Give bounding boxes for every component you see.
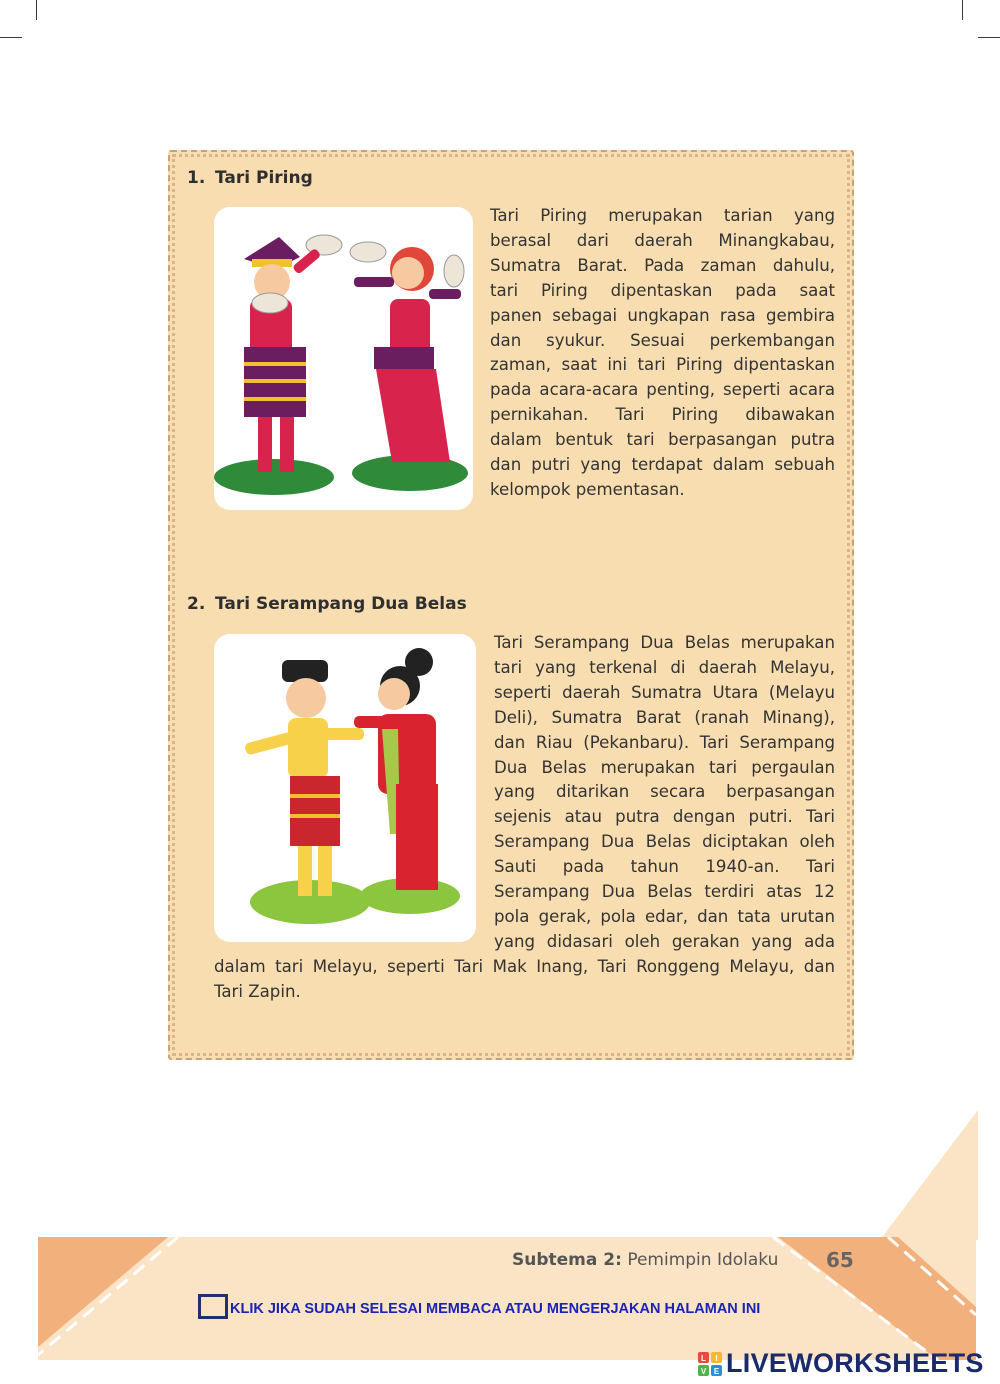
paragraph-line: Tari Zapin.: [214, 981, 301, 1001]
badge-letter: E: [713, 1367, 720, 1376]
paragraph-line: kelompok pementasan.: [490, 479, 685, 499]
paragraph-line: zaman, saat ini tari Piring dipentaskan: [490, 355, 835, 375]
paragraph-line: dalam bentuk tari berpasangan putra: [490, 430, 835, 450]
badge-letter: I: [715, 1354, 718, 1363]
paragraph-line: Tari Serampang Dua Belas merupakan: [494, 633, 835, 652]
liveworksheets-wordmark: LIVEWORKSHEETS: [726, 1348, 984, 1378]
paragraph-line: pernikahan. Tari Piring dibawakan: [490, 405, 835, 425]
paragraph-line: pola gerak, pola edar, dan tata urutan: [494, 906, 835, 926]
crop-mark: [36, 0, 37, 20]
paragraph-line: seperti daerah Sumatra Utara (Melayu: [494, 682, 835, 702]
tari-piring-dancers-image: [214, 207, 473, 510]
section-2-paragraph: [494, 631, 835, 955]
paragraph-line: Serampang Dua Belas terdiri atas 12: [494, 882, 835, 902]
paragraph-line: Sumatra Barat. Pada zaman dahulu,: [490, 255, 835, 275]
paragraph-line: dan Riau (Pekanbaru). Tari Serampang: [494, 732, 835, 752]
paragraph-line: dan syukur. Sesuai perkembangan: [490, 330, 835, 350]
section-1-paragraph: [490, 204, 835, 503]
paragraph-line: dalam tari Melayu, seperti Tari Mak Inang, Tari Ronggeng Melayu, dan: [214, 957, 835, 976]
badge-letter: L: [701, 1354, 706, 1363]
paragraph-line: berasal dari daerah Minangkabau,: [490, 230, 835, 250]
crop-mark: [962, 0, 963, 20]
completion-checkbox[interactable]: [198, 1294, 228, 1319]
paragraph-line: Serampang Dua Belas diciptakan oleh: [494, 832, 835, 852]
paragraph-line: Dua Belas merupakan tari pergaulan: [494, 757, 835, 777]
section-2-heading: [187, 594, 467, 614]
tari-piring-illustration: [214, 207, 473, 510]
section-1-heading: [187, 168, 313, 188]
paragraph-line: sejenis atau putra dengan putri. Tari: [494, 807, 835, 827]
section-2-number: 2.: [187, 594, 206, 614]
subtema-title: Pemimpin Idolaku: [627, 1250, 779, 1270]
paragraph-line: tari yang terkenal di daerah Melayu,: [494, 657, 835, 677]
subtema-label: Subtema 2:: [512, 1250, 622, 1270]
paragraph-line: Sauti pada tahun 1940-an. Tari: [494, 857, 835, 877]
section-2-title: Tari Serampang Dua Belas: [215, 594, 467, 614]
paragraph-line: yang ditarikan secara berpasangan: [494, 782, 835, 802]
section-1-number: 1.: [187, 168, 206, 188]
paragraph-line: yang didasari oleh gerakan yang ada: [494, 931, 835, 951]
paragraph-line: panen sebagai ungkapan rasa gembira: [490, 305, 835, 325]
crop-mark: [978, 37, 1000, 38]
paragraph-line: tari Piring dipentaskan pada saat: [490, 280, 835, 300]
badge-letter: V: [700, 1367, 707, 1376]
completion-checkbox-label[interactable]: KLIK JIKA SUDAH SELESAI MEMBACA ATAU MENGERJAKAN HALAMAN INI: [230, 1301, 761, 1317]
corner-triangle-decoration: [880, 1110, 978, 1240]
paragraph-line: pada acara-acara penting, seperti acara: [490, 380, 835, 400]
tari-serampang-dancers-image: [214, 634, 476, 942]
paragraph-line: dan putri yang terdapat dalam sebuah: [490, 455, 835, 475]
paragraph-line: Tari Piring merupakan tarian yang: [490, 206, 835, 225]
paragraph-line: Deli), Sumatra Barat (ranah Minang),: [494, 707, 835, 727]
tari-serampang-illustration: [214, 634, 476, 942]
section-2-paragraph-continued: [214, 955, 835, 1005]
liveworksheets-badge-icon: [698, 1352, 722, 1376]
crop-mark: [0, 37, 22, 38]
footer-subtema: [512, 1250, 778, 1270]
page-number: 65: [826, 1248, 854, 1272]
section-1-title: Tari Piring: [215, 168, 313, 188]
